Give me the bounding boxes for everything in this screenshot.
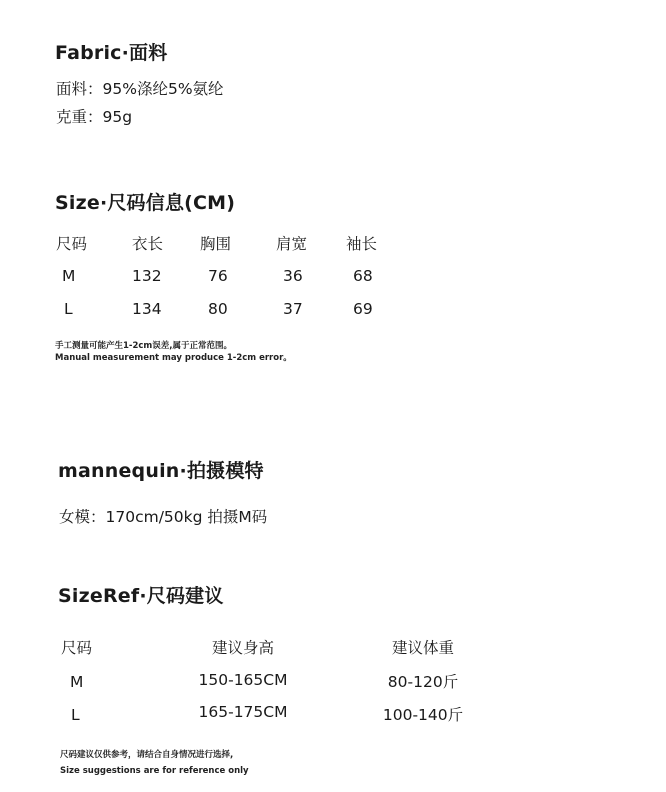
fabric-material-line: 面料：95%涤纶5%氨纶 [56, 80, 224, 98]
size-row-m-sleeve: 68 [353, 267, 373, 285]
size-row-l-chest: 80 [208, 300, 228, 318]
sizeref-row-m-size: M [70, 673, 84, 691]
size-header-sleeve: 袖长 [346, 235, 378, 253]
size-header-shoulder: 肩宽 [276, 235, 308, 253]
fabric-weight-line: 克重：95g [56, 108, 133, 126]
sizeref-row-l-size: L [71, 706, 80, 724]
size-heading: Size·尺码信息(CM) [55, 192, 236, 214]
size-row-m-size: M [62, 267, 76, 285]
size-header-chest: 胸围 [200, 235, 232, 253]
size-header-size: 尺码 [56, 235, 88, 253]
sizeref-header-height: 建议身高 [211, 639, 275, 657]
size-row-m-chest: 76 [208, 267, 228, 285]
size-row-l-sleeve: 69 [353, 300, 373, 318]
size-row-l-shoulder: 37 [283, 300, 303, 318]
sizeref-row-m-weight: 80-120斤 [387, 673, 459, 691]
mannequin-heading: mannequin·拍摄模特 [58, 460, 264, 482]
mannequin-text: 女模：170cm/50kg 拍摄M码 [59, 508, 268, 526]
sizeref-row-l-weight: 100-140斤 [382, 706, 464, 724]
size-header-length: 衣长 [132, 235, 164, 253]
size-row-l-length: 134 [132, 300, 162, 318]
size-note-cn: 手工测量可能产生1-2cm误差,属于正常范围。 [55, 341, 232, 351]
sizeref-header-size: 尺码 [61, 639, 93, 657]
sizeref-row-m-height: 150-165CM [198, 671, 288, 689]
size-row-m-length: 132 [132, 267, 162, 285]
size-note-en: Manual measurement may produce 1-2cm error。 [55, 353, 292, 363]
sizeref-heading: SizeRef·尺码建议 [58, 585, 224, 607]
sizeref-row-l-height: 165-175CM [198, 703, 288, 721]
size-row-m-shoulder: 36 [283, 267, 303, 285]
sizeref-note-en: Size suggestions are for reference only [60, 766, 249, 776]
sizeref-note-cn: 尺码建议仅供参考，请结合自身情况进行选择, [60, 750, 234, 760]
size-row-l-size: L [64, 300, 73, 318]
sizeref-header-weight: 建议体重 [391, 639, 455, 657]
fabric-heading: Fabric·面料 [55, 42, 168, 64]
